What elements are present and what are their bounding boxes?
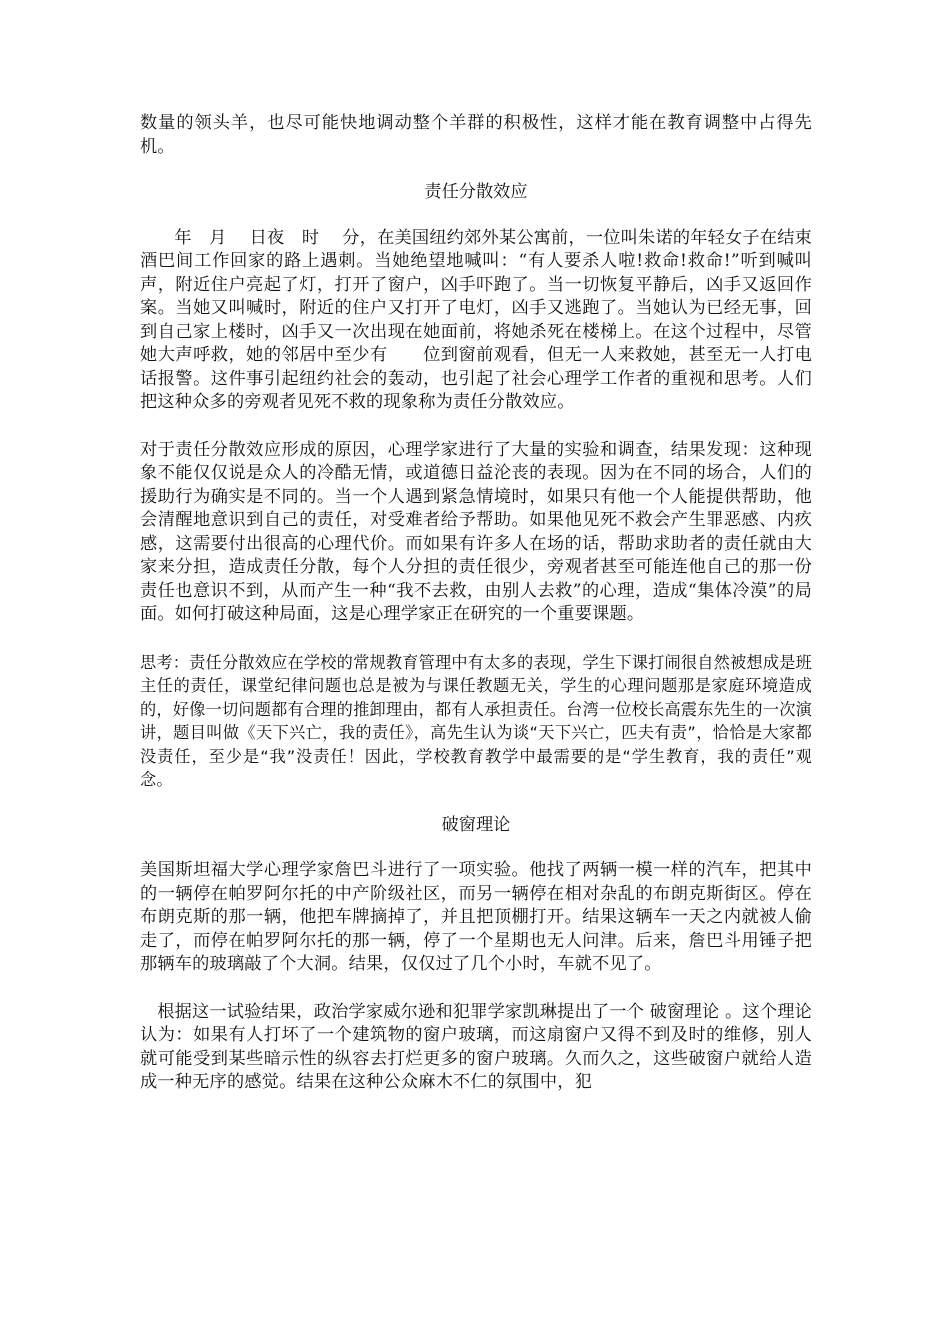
document-page bbox=[140, 112, 812, 1095]
paragraph-causes: 对于责任分散效应形成的原因，心理学家进行了大量的实验和调查，结果发现：这种现象不能仅仅说是众人的冷酷无情，或道德日益沦丧的表现。因为在不同的场合，人们的援助行为确实是不同的。当一个人遇到紧急情境时，如果只有他一个人能提供帮助，他会清醒地意识到自己的责任，对受难者给予帮助。如果他见死不救会产生罪恶感、内疚感，这需要付出很高的心理代价。而如果有许多人在场的话，帮助求助者的责任就由大家来分担，造成责任分散，每个人分担的责任很少，旁观者甚至可能连他自己的那一份责任也意识不到，从而产生一种“我不去救，由别人去救”的心理，造成“集体冷漠”的局面。如何打破这种局面，这是心理学家正在研究的一个重要课题。 bbox=[140, 439, 812, 624]
paragraph-theory: 根据这一试验结果，政治学家威尔逊和犯罪学家凯琳提出了一个 破窗理论 。这个理论认为：如果有人打坏了一个建筑物的窗户玻璃，而这扇窗户又得不到及时的维修，别人就可能受到某些暗示性的纵容去打烂更多的窗户玻璃。久而久之，这些破窗户就给人造成一种无序的感觉。结果在这种公众麻木不仁的氛围中，犯 bbox=[140, 1001, 812, 1092]
paragraph-incident: 年 月 日夜 时 分，在美国纽约郊外某公寓前，一位叫朱诺的年轻女子在结束酒巴间工作回家的路上遇刺。当她绝望地喊叫：“有人要杀人啦!救命!救命!”听到喊叫声，附近住户亮起了灯，打开了窗户，凶手吓跑了。当一切恢复平静后，凶手又返回作案。当她又叫喊时，附近的住户又打开了电灯，凶手又逃跑了。当她认为已经无事，回到自己家上楼时，凶手又一次出现在她面前，将她杀死在楼梯上。在这个过程中，尽管她大声呼救，她的邻居中至少有 位到窗前观看，但无一人来救她，甚至无一人打电话报警。这件事引起纽约社会的轰动，也引起了社会心理学工作者的重视和思考。人们把这种众多的旁观者见死不救的现象称为责任分散效应。 bbox=[140, 227, 812, 412]
reflection-paragraph: 思考：责任分散效应在学校的常规教育管理中有太多的表现，学生下课打闹很自然被想成是班主任的责任，课堂纪律问题也总是被为与课任教题无关，学生的心理问题那是家庭环境造成的，好像一切问题都有合理的推卸理由，都有人承担责任。台湾一位校长高震东先生的一次演讲，题目叫做《天下兴亡，我的责任》，高先生认为谈“天下兴亡，匹夫有责”，恰恰是大家都没责任，至少是“我”没责任！因此，学校教育教学中最需要的是“学生教育，我的责任”观念。 bbox=[140, 652, 812, 789]
section-title-broken-windows: 破窗理论 bbox=[441, 814, 511, 835]
intro-tail-paragraph: 数量的领头羊，也尽可能快地调动整个羊群的积极性，这样才能在教育调整中占得先机。 bbox=[140, 113, 812, 157]
section-title-responsibility-diffusion: 责任分散效应 bbox=[424, 182, 528, 202]
paragraph-experiment: 美国斯坦福大学心理学家詹巴斗进行了一项实验。他找了两辆一模一样的汽车，把其中的一辆停在帕罗阿尔托的中产阶级社区，而另一辆停在相对杂乱的布朗克斯街区。停在布朗克斯的那一辆，他把车牌摘掉了，并且把顶棚打开。结果这辆车一天之内就被人偷走了，而停在帕罗阿尔托的那一辆，停了一个星期也无人问津。后来，詹巴斗用锤子把那辆车的玻璃敲了个大洞。结果，仅仅过了几个小时，车就不见了。 bbox=[140, 860, 812, 974]
